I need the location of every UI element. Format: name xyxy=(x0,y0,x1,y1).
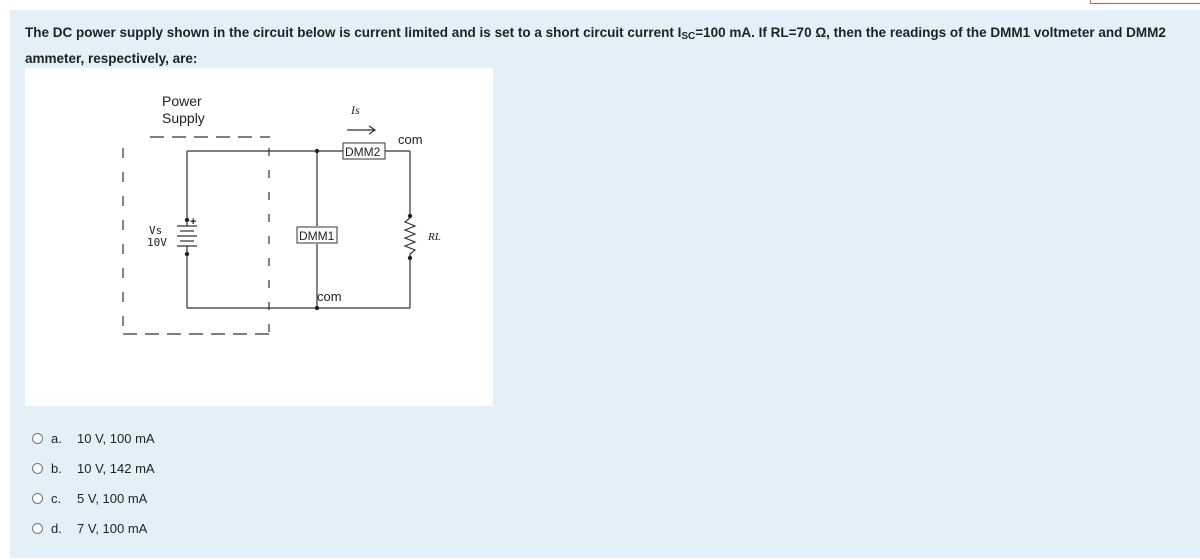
option-letter: c. xyxy=(51,490,62,506)
option-letter: a. xyxy=(51,430,62,446)
option-b[interactable] xyxy=(32,453,155,483)
question-subscript: SC xyxy=(681,31,696,42)
battery-plus-label: + xyxy=(190,216,197,228)
dmm2-label: DMM2 xyxy=(345,145,381,159)
option-a[interactable] xyxy=(32,423,155,453)
radio-button[interactable] xyxy=(32,463,43,474)
radio-button[interactable] xyxy=(32,433,43,444)
power-label-2: Supply xyxy=(162,110,205,126)
question-text xyxy=(25,22,1185,70)
vs-label: Vs xyxy=(149,224,163,237)
top-red-border xyxy=(1090,0,1200,4)
dmm1-label: DMM1 xyxy=(299,229,335,243)
option-d[interactable] xyxy=(32,513,155,543)
com-bottom-label: com xyxy=(317,289,342,304)
option-text: 7 V, 100 mA xyxy=(77,520,148,536)
com-top-label: com xyxy=(398,132,423,147)
option-letter: d. xyxy=(51,520,62,536)
current-label: Is xyxy=(351,103,360,117)
circuit-figure xyxy=(25,68,493,406)
question-part2: =100 mA. If RL=70 Ω, then the readings of the DMM1 voltmeter and DMM2 ammeter, respectively, are: xyxy=(25,25,1166,66)
option-c[interactable] xyxy=(32,483,155,513)
radio-button[interactable] xyxy=(32,523,43,534)
vs-value: 10V xyxy=(147,236,167,249)
radio-button[interactable] xyxy=(32,493,43,504)
power-label-1: Power xyxy=(162,93,202,109)
answer-options xyxy=(32,423,155,543)
option-text: 10 V, 142 mA xyxy=(77,460,155,476)
option-letter: b. xyxy=(51,460,62,476)
option-text: 10 V, 100 mA xyxy=(77,430,155,446)
question-part1: The DC power supply shown in the circuit below is current limited and is set to a short circuit current I xyxy=(25,25,682,40)
circuit-diagram xyxy=(25,68,493,406)
option-text: 5 V, 100 mA xyxy=(77,490,148,506)
rl-label: RL xyxy=(428,231,441,243)
